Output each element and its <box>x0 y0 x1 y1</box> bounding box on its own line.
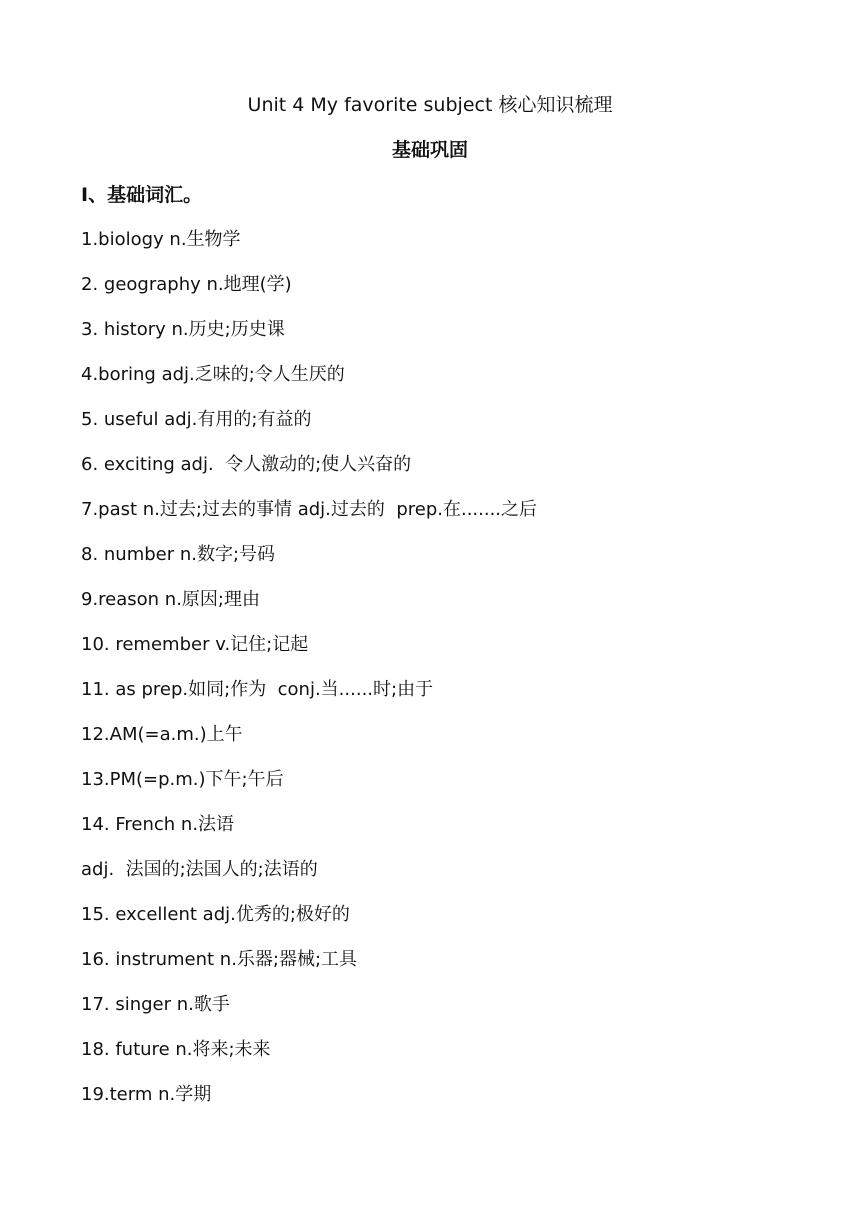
vocab-item: 4.boring adj.乏味的;令人生厌的 <box>81 364 345 385</box>
section-heading: I、基础词汇。 <box>81 184 203 206</box>
vocab-item: 7.past n.过去;过去的事情 adj.过去的 prep.在.......之后 <box>81 499 538 520</box>
vocab-list <box>81 227 537 1127</box>
vocab-item: 13.PM(=p.m.)下午;午后 <box>81 769 284 790</box>
vocab-item: 11. as prep.如同;作为 conj.当......时;由于 <box>81 679 434 700</box>
vocab-item: 18. future n.将来;未来 <box>81 1039 271 1060</box>
document-title: Unit 4 My favorite subject 核心知识梳理 <box>247 94 613 116</box>
vocab-item: 19.term n.学期 <box>81 1084 212 1105</box>
vocab-item: 9.reason n.原因;理由 <box>81 589 260 610</box>
vocab-item: 5. useful adj.有用的;有益的 <box>81 409 312 430</box>
vocab-item: 1.biology n.生物学 <box>81 229 241 250</box>
vocab-item-continuation: adj. 法国的;法国人的;法语的 <box>81 859 318 880</box>
vocab-item: 3. history n.历史;历史课 <box>81 319 285 340</box>
vocab-item: 15. excellent adj.优秀的;极好的 <box>81 904 350 925</box>
vocab-item: 2. geography n.地理(学) <box>81 274 292 295</box>
vocab-item: 10. remember v.记住;记起 <box>81 634 309 655</box>
vocab-item: 14. French n.法语 <box>81 814 235 835</box>
vocab-item: 8. number n.数字;号码 <box>81 544 276 565</box>
vocab-item: 16. instrument n.乐器;器械;工具 <box>81 949 358 970</box>
document-subtitle: 基础巩固 <box>391 139 468 161</box>
vocab-item: 17. singer n.歌手 <box>81 994 230 1015</box>
vocab-item: 6. exciting adj. 令人激动的;使人兴奋的 <box>81 454 412 475</box>
vocab-item: 12.AM(=a.m.)上午 <box>81 724 243 745</box>
